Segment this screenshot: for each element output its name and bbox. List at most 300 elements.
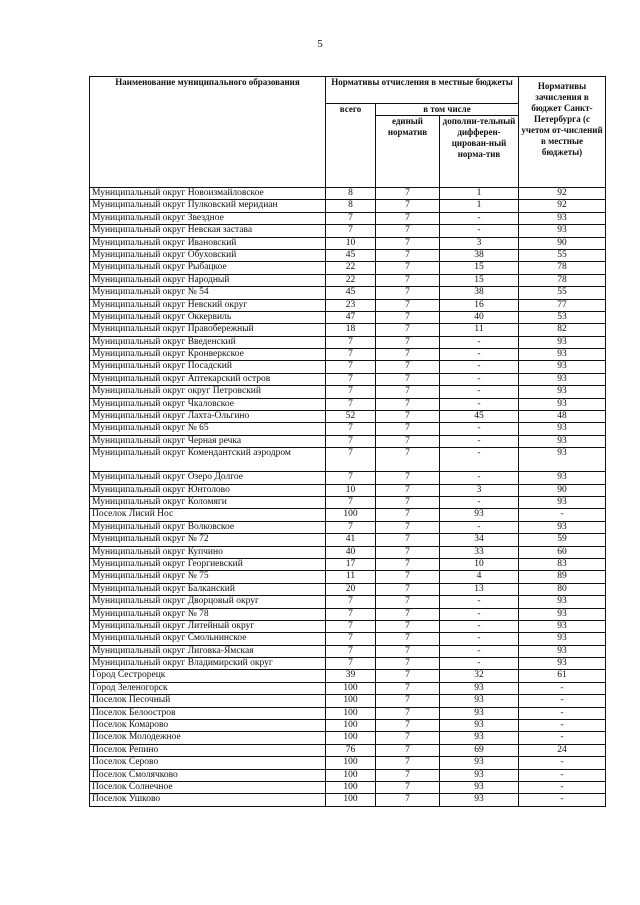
row-additional-cell: - [440, 373, 519, 385]
row-total-cell: 100 [326, 769, 376, 781]
row-total-cell: 100 [326, 707, 376, 719]
header-local-group: Нормативы отчисления в местные бюджеты [326, 77, 519, 104]
row-spb-cell: - [519, 781, 606, 793]
row-name-cell: Поселок Солнечное [90, 781, 326, 793]
header-spb: Нормативы зачисления в бюджет Санкт-Петербурга (с учетом от-числений в местные бюджеты) [519, 77, 606, 188]
table-row [90, 398, 606, 410]
row-spb-cell: 93 [519, 435, 606, 447]
row-spb-cell: 24 [519, 744, 606, 756]
table-row [90, 386, 606, 398]
row-additional-cell: - [440, 633, 519, 645]
row-single-cell: 7 [376, 645, 440, 657]
row-total-cell: 7 [326, 435, 376, 447]
row-total-cell: 76 [326, 744, 376, 756]
table-row [90, 484, 606, 496]
table-row [90, 411, 606, 423]
row-total-cell: 7 [326, 349, 376, 361]
row-name-cell: Муниципальный округ Пулковский меридиан [90, 200, 326, 212]
row-single-cell: 7 [376, 484, 440, 496]
row-spb-cell: 93 [519, 386, 606, 398]
row-additional-cell: 1 [440, 188, 519, 200]
row-spb-cell: 53 [519, 311, 606, 323]
table-row [90, 558, 606, 570]
row-name-cell: Поселок Репино [90, 744, 326, 756]
row-additional-cell: - [440, 645, 519, 657]
row-single-cell: 7 [376, 435, 440, 447]
table-body [90, 188, 606, 807]
row-total-cell: 7 [326, 496, 376, 508]
row-additional-cell: - [440, 398, 519, 410]
row-name-cell: Муниципальный округ Литейный округ [90, 620, 326, 632]
row-name-cell: Муниципальный округ Правобережный [90, 324, 326, 336]
row-total-cell: 8 [326, 200, 376, 212]
row-additional-cell: 3 [440, 484, 519, 496]
row-additional-cell: - [440, 448, 519, 472]
row-total-cell: 39 [326, 670, 376, 682]
row-single-cell: 7 [376, 732, 440, 744]
row-single-cell: 7 [376, 287, 440, 299]
row-spb-cell: 82 [519, 324, 606, 336]
table-row [90, 620, 606, 632]
row-single-cell: 7 [376, 720, 440, 732]
row-additional-cell: 16 [440, 299, 519, 311]
row-name-cell: Муниципальный округ Смольнинское [90, 633, 326, 645]
row-spb-cell: 78 [519, 274, 606, 286]
table-row [90, 794, 606, 806]
row-name-cell: Муниципальный округ Посадский [90, 361, 326, 373]
row-total-cell: 7 [326, 472, 376, 484]
row-single-cell: 7 [376, 509, 440, 521]
row-single-cell: 7 [376, 448, 440, 472]
row-additional-cell: 11 [440, 324, 519, 336]
row-total-cell: 22 [326, 262, 376, 274]
row-spb-cell: - [519, 720, 606, 732]
table-row [90, 521, 606, 533]
row-spb-cell: - [519, 682, 606, 694]
row-single-cell: 7 [376, 558, 440, 570]
row-total-cell: 7 [326, 633, 376, 645]
row-spb-cell: 93 [519, 633, 606, 645]
row-additional-cell: - [440, 386, 519, 398]
table-row [90, 583, 606, 595]
table-row [90, 757, 606, 769]
table-row [90, 212, 606, 224]
row-single-cell: 7 [376, 262, 440, 274]
row-single-cell: 7 [376, 744, 440, 756]
row-additional-cell: - [440, 521, 519, 533]
row-total-cell: 47 [326, 311, 376, 323]
row-total-cell: 23 [326, 299, 376, 311]
row-total-cell: 100 [326, 781, 376, 793]
table-row [90, 571, 606, 583]
table-row [90, 274, 606, 286]
table-row [90, 361, 606, 373]
table-row [90, 645, 606, 657]
row-name-cell: Муниципальный округ Невская застава [90, 225, 326, 237]
row-additional-cell: 34 [440, 534, 519, 546]
header-total: всего [326, 104, 376, 188]
table-header [90, 77, 606, 188]
row-single-cell: 7 [376, 695, 440, 707]
row-spb-cell: 89 [519, 571, 606, 583]
row-total-cell: 100 [326, 794, 376, 806]
table-row [90, 262, 606, 274]
table-row [90, 682, 606, 694]
row-name-cell: Город Сестрорецк [90, 670, 326, 682]
row-name-cell: Муниципальный округ Звездное [90, 212, 326, 224]
row-spb-cell: 93 [519, 472, 606, 484]
row-single-cell: 7 [376, 707, 440, 719]
row-total-cell: 100 [326, 695, 376, 707]
table-row [90, 287, 606, 299]
row-additional-cell: - [440, 472, 519, 484]
row-additional-cell: 93 [440, 682, 519, 694]
row-total-cell: 45 [326, 287, 376, 299]
row-spb-cell: 92 [519, 188, 606, 200]
row-spb-cell: 92 [519, 200, 606, 212]
row-name-cell: Поселок Песочный [90, 695, 326, 707]
row-additional-cell: 13 [440, 583, 519, 595]
row-name-cell: Поселок Ушково [90, 794, 326, 806]
row-spb-cell: - [519, 695, 606, 707]
row-total-cell: 40 [326, 546, 376, 558]
row-single-cell: 7 [376, 682, 440, 694]
row-additional-cell: 33 [440, 546, 519, 558]
row-name-cell: Муниципальный округ Георгиевский [90, 558, 326, 570]
table-row [90, 670, 606, 682]
row-spb-cell: 55 [519, 249, 606, 261]
row-additional-cell: - [440, 336, 519, 348]
row-name-cell: Муниципальный округ Озеро Долгое [90, 472, 326, 484]
row-additional-cell: - [440, 361, 519, 373]
row-single-cell: 7 [376, 496, 440, 508]
table-row [90, 781, 606, 793]
row-additional-cell: 32 [440, 670, 519, 682]
row-total-cell: 100 [326, 757, 376, 769]
row-total-cell: 100 [326, 682, 376, 694]
table-row [90, 324, 606, 336]
table-row [90, 373, 606, 385]
header-name: Наименование муниципального образования [90, 77, 326, 188]
row-total-cell: 7 [326, 336, 376, 348]
row-total-cell: 100 [326, 732, 376, 744]
table-row [90, 509, 606, 521]
row-single-cell: 7 [376, 324, 440, 336]
row-total-cell: 18 [326, 324, 376, 336]
table-row [90, 534, 606, 546]
row-additional-cell: - [440, 212, 519, 224]
row-additional-cell: 93 [440, 509, 519, 521]
row-additional-cell: 1 [440, 200, 519, 212]
row-additional-cell: - [440, 658, 519, 670]
row-spb-cell: 93 [519, 596, 606, 608]
row-single-cell: 7 [376, 472, 440, 484]
row-total-cell: 17 [326, 558, 376, 570]
row-single-cell: 7 [376, 398, 440, 410]
row-total-cell: 7 [326, 645, 376, 657]
row-name-cell: Муниципальный округ Лахта-Ольгино [90, 411, 326, 423]
row-single-cell: 7 [376, 794, 440, 806]
table-row [90, 658, 606, 670]
row-single-cell: 7 [376, 349, 440, 361]
row-name-cell: Муниципальный округ № 75 [90, 571, 326, 583]
row-single-cell: 7 [376, 311, 440, 323]
row-spb-cell: 61 [519, 670, 606, 682]
row-single-cell: 7 [376, 249, 440, 261]
row-spb-cell: 93 [519, 349, 606, 361]
row-name-cell: Муниципальный округ Лиговка-Ямская [90, 645, 326, 657]
table-row [90, 720, 606, 732]
row-additional-cell: 93 [440, 769, 519, 781]
row-single-cell: 7 [376, 757, 440, 769]
row-single-cell: 7 [376, 299, 440, 311]
table-row [90, 237, 606, 249]
row-total-cell: 8 [326, 188, 376, 200]
row-name-cell: Муниципальный округ округ Петровский [90, 386, 326, 398]
row-total-cell: 7 [326, 448, 376, 472]
row-spb-cell: 93 [519, 225, 606, 237]
table-row [90, 546, 606, 558]
row-spb-cell: - [519, 757, 606, 769]
row-spb-cell: 59 [519, 534, 606, 546]
row-single-cell: 7 [376, 386, 440, 398]
row-total-cell: 7 [326, 361, 376, 373]
row-spb-cell: 93 [519, 212, 606, 224]
row-name-cell: Муниципальный округ Владимирский округ [90, 658, 326, 670]
row-single-cell: 7 [376, 361, 440, 373]
row-total-cell: 7 [326, 658, 376, 670]
row-name-cell: Город Зеленогорск [90, 682, 326, 694]
row-spb-cell: 60 [519, 546, 606, 558]
norms-table [89, 76, 606, 807]
row-single-cell: 7 [376, 188, 440, 200]
row-total-cell: 7 [326, 386, 376, 398]
row-total-cell: 11 [326, 571, 376, 583]
table-row [90, 423, 606, 435]
row-spb-cell: 93 [519, 336, 606, 348]
row-additional-cell: 3 [440, 237, 519, 249]
table-row [90, 311, 606, 323]
row-spb-cell: - [519, 769, 606, 781]
row-single-cell: 7 [376, 534, 440, 546]
row-single-cell: 7 [376, 225, 440, 237]
row-name-cell: Муниципальный округ № 54 [90, 287, 326, 299]
row-additional-cell: - [440, 608, 519, 620]
table-row [90, 496, 606, 508]
header-single: единый норматив [376, 116, 440, 188]
row-additional-cell: 38 [440, 287, 519, 299]
row-spb-cell: 93 [519, 398, 606, 410]
row-spb-cell: 93 [519, 658, 606, 670]
row-spb-cell: 93 [519, 620, 606, 632]
row-name-cell: Муниципальный округ Аптекарский остров [90, 373, 326, 385]
row-single-cell: 7 [376, 237, 440, 249]
row-additional-cell: 15 [440, 274, 519, 286]
row-single-cell: 7 [376, 658, 440, 670]
row-additional-cell: - [440, 225, 519, 237]
row-spb-cell: - [519, 509, 606, 521]
table-row [90, 707, 606, 719]
row-single-cell: 7 [376, 670, 440, 682]
table-row [90, 608, 606, 620]
table-row [90, 448, 606, 472]
row-additional-cell: 93 [440, 720, 519, 732]
row-total-cell: 52 [326, 411, 376, 423]
row-name-cell: Муниципальный округ Невский округ [90, 299, 326, 311]
row-single-cell: 7 [376, 546, 440, 558]
row-spb-cell: 77 [519, 299, 606, 311]
row-name-cell: Поселок Серово [90, 757, 326, 769]
row-name-cell: Муниципальный округ № 72 [90, 534, 326, 546]
row-additional-cell: - [440, 349, 519, 361]
row-additional-cell: 40 [440, 311, 519, 323]
row-name-cell: Муниципальный округ Введенский [90, 336, 326, 348]
row-total-cell: 7 [326, 373, 376, 385]
row-additional-cell: 69 [440, 744, 519, 756]
row-spb-cell: 93 [519, 373, 606, 385]
row-single-cell: 7 [376, 781, 440, 793]
row-additional-cell: 45 [440, 411, 519, 423]
row-name-cell: Муниципальный округ Черная речка [90, 435, 326, 447]
row-total-cell: 7 [326, 212, 376, 224]
row-total-cell: 7 [326, 225, 376, 237]
row-total-cell: 41 [326, 534, 376, 546]
row-spb-cell: 93 [519, 361, 606, 373]
row-name-cell: Поселок Лисий Нос [90, 509, 326, 521]
row-spb-cell: 80 [519, 583, 606, 595]
row-total-cell: 7 [326, 620, 376, 632]
row-total-cell: 7 [326, 398, 376, 410]
row-single-cell: 7 [376, 620, 440, 632]
table-row [90, 249, 606, 261]
row-name-cell: Муниципальный округ Волковское [90, 521, 326, 533]
table-row [90, 349, 606, 361]
table-row [90, 299, 606, 311]
row-name-cell: Муниципальный округ Комендантский аэродром [90, 448, 326, 472]
row-additional-cell: 38 [440, 249, 519, 261]
row-name-cell: Муниципальный округ Коломяги [90, 496, 326, 508]
table-row [90, 435, 606, 447]
row-spb-cell: 90 [519, 237, 606, 249]
row-additional-cell: 93 [440, 732, 519, 744]
row-total-cell: 45 [326, 249, 376, 261]
row-name-cell: Муниципальный округ Оккервиль [90, 311, 326, 323]
row-single-cell: 7 [376, 521, 440, 533]
row-spb-cell: 93 [519, 645, 606, 657]
row-single-cell: 7 [376, 411, 440, 423]
row-single-cell: 7 [376, 274, 440, 286]
row-spb-cell: 93 [519, 608, 606, 620]
row-additional-cell: 93 [440, 707, 519, 719]
row-name-cell: Муниципальный округ № 65 [90, 423, 326, 435]
row-single-cell: 7 [376, 336, 440, 348]
row-name-cell: Муниципальный округ Балканский [90, 583, 326, 595]
row-additional-cell: - [440, 596, 519, 608]
row-name-cell: Муниципальный округ № 78 [90, 608, 326, 620]
table-row [90, 188, 606, 200]
row-total-cell: 10 [326, 484, 376, 496]
row-additional-cell: - [440, 435, 519, 447]
table-row [90, 472, 606, 484]
row-additional-cell: 93 [440, 757, 519, 769]
row-spb-cell: 93 [519, 496, 606, 508]
header-including: в том числе [376, 104, 519, 116]
row-additional-cell: 93 [440, 781, 519, 793]
row-total-cell: 7 [326, 423, 376, 435]
row-single-cell: 7 [376, 633, 440, 645]
row-total-cell: 7 [326, 608, 376, 620]
row-total-cell: 100 [326, 720, 376, 732]
row-single-cell: 7 [376, 596, 440, 608]
row-single-cell: 7 [376, 608, 440, 620]
row-spb-cell: - [519, 794, 606, 806]
table-row [90, 336, 606, 348]
row-name-cell: Муниципальный округ Обуховский [90, 249, 326, 261]
row-total-cell: 7 [326, 521, 376, 533]
table-row [90, 596, 606, 608]
row-additional-cell: - [440, 423, 519, 435]
row-spb-cell: 93 [519, 521, 606, 533]
row-spb-cell: 83 [519, 558, 606, 570]
row-name-cell: Муниципальный округ Ивановский [90, 237, 326, 249]
header-additional: дополни-тельный дифферен-цирован-ный норма-тив [440, 116, 519, 188]
row-single-cell: 7 [376, 769, 440, 781]
row-additional-cell: 15 [440, 262, 519, 274]
table-row [90, 225, 606, 237]
row-total-cell: 22 [326, 274, 376, 286]
row-single-cell: 7 [376, 571, 440, 583]
row-spb-cell: 93 [519, 423, 606, 435]
row-additional-cell: 93 [440, 794, 519, 806]
row-total-cell: 7 [326, 596, 376, 608]
row-name-cell: Муниципальный округ Чкаловское [90, 398, 326, 410]
table-row [90, 695, 606, 707]
row-name-cell: Поселок Смолячково [90, 769, 326, 781]
row-spb-cell: 48 [519, 411, 606, 423]
row-additional-cell: 4 [440, 571, 519, 583]
row-additional-cell: - [440, 496, 519, 508]
row-name-cell: Муниципальный округ Юнтолово [90, 484, 326, 496]
row-name-cell: Муниципальный округ Кронверкское [90, 349, 326, 361]
row-single-cell: 7 [376, 200, 440, 212]
page-number: 5 [317, 38, 323, 50]
row-single-cell: 7 [376, 212, 440, 224]
row-name-cell: Поселок Молодежное [90, 732, 326, 744]
row-spb-cell: 93 [519, 448, 606, 472]
row-spb-cell: - [519, 732, 606, 744]
table-row [90, 769, 606, 781]
row-single-cell: 7 [376, 423, 440, 435]
row-single-cell: 7 [376, 373, 440, 385]
table-row [90, 200, 606, 212]
row-name-cell: Поселок Белоостров [90, 707, 326, 719]
row-name-cell: Муниципальный округ Народный [90, 274, 326, 286]
row-additional-cell: - [440, 620, 519, 632]
row-single-cell: 7 [376, 583, 440, 595]
row-name-cell: Муниципальный округ Дворцовый округ [90, 596, 326, 608]
row-name-cell: Муниципальный округ Купчино [90, 546, 326, 558]
row-spb-cell: 78 [519, 262, 606, 274]
row-name-cell: Муниципальный округ Рыбацкое [90, 262, 326, 274]
row-spb-cell: 90 [519, 484, 606, 496]
row-total-cell: 20 [326, 583, 376, 595]
row-spb-cell: - [519, 707, 606, 719]
table-row [90, 732, 606, 744]
row-spb-cell: 55 [519, 287, 606, 299]
row-total-cell: 100 [326, 509, 376, 521]
table-row [90, 633, 606, 645]
row-name-cell: Поселок Комарово [90, 720, 326, 732]
